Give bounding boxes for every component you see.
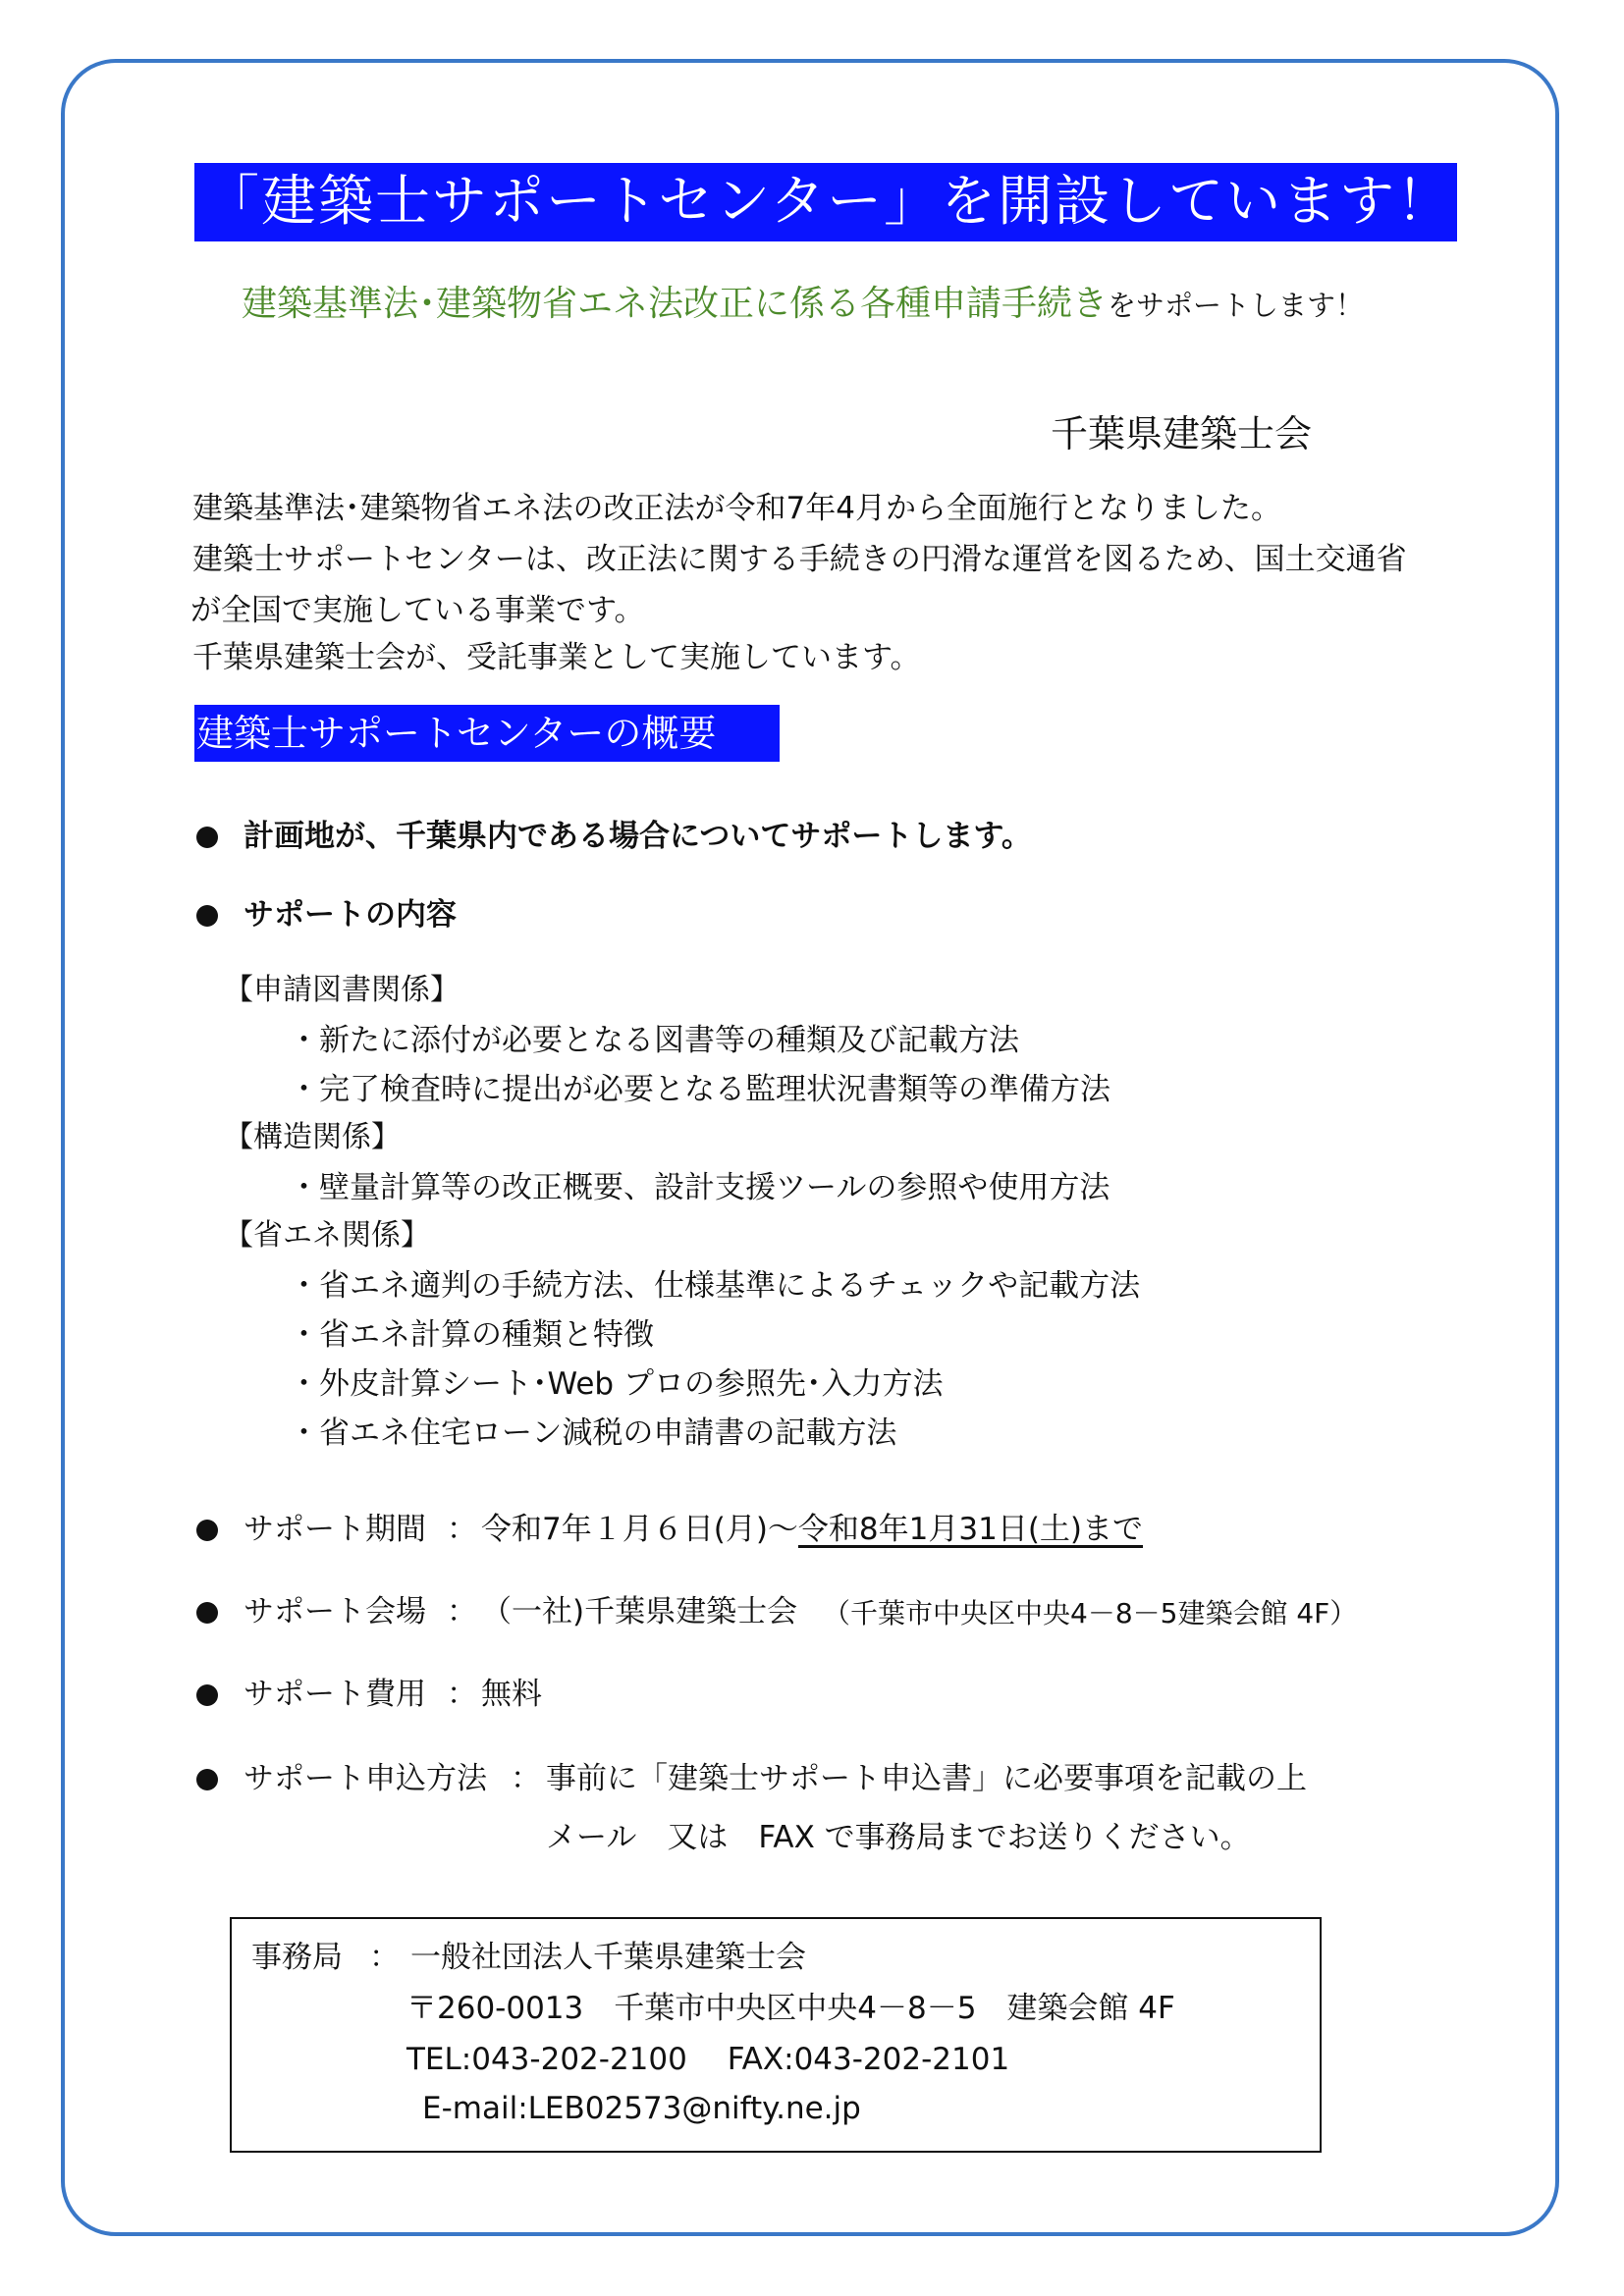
intro-line-2: 建築士サポートセンターは、改正法に関する手続きの円滑な運営を図るため、国土交通省: [192, 542, 1407, 577]
subtitle-rest: をサポートします！: [1108, 289, 1365, 322]
period-start: 令和7年１月６日(月)～: [481, 1512, 798, 1547]
intro-line-3: が全国で実施している事業です。: [190, 593, 645, 628]
contact-tel-fax: TEL:043-202-2100 FAX:043-202-2101: [406, 2042, 1010, 2077]
fee-separator: ：: [447, 1677, 477, 1712]
fee-value: 無料: [481, 1677, 542, 1712]
main-title: 「建築士サポートセンター」を開設しています！: [194, 163, 1457, 241]
period-separator: ：: [447, 1512, 477, 1547]
bullet-icon: [196, 1684, 218, 1706]
contact-address: 〒260-0013 千葉市中央区中央4－8－5 建築会館 4F: [406, 1991, 1175, 2026]
category-title: 【申請図書関係】: [224, 973, 460, 1007]
apply-line-1: 事前に「建築士サポート申込書」に必要事項を記載の上: [546, 1761, 1307, 1796]
category-title: 【構造関係】: [224, 1120, 401, 1154]
bullet-icon: [196, 1769, 218, 1790]
intro-line-1: 建築基準法･建築物省エネ法の改正法が令和7年4月から全面施行となりました。: [192, 491, 1281, 526]
venue-address: （千葉市中央区中央4－8－5建築会館 4F）: [823, 1597, 1358, 1629]
apply-separator: ：: [511, 1761, 541, 1796]
period-end: 令和8年1月31日(土)まで: [797, 1512, 1144, 1547]
contact-label: 事務局: [251, 1940, 343, 1975]
list-item: ・外皮計算シート･Web プロの参照先･入力方法: [289, 1366, 944, 1402]
apply-line-2: メール 又は FAX で事務局までお送りください。: [546, 1820, 1251, 1855]
category-title: 【省エネ関係】: [224, 1218, 430, 1253]
bullet-icon: [196, 1520, 218, 1541]
venue-separator: ：: [447, 1594, 477, 1629]
intro-line-4: 千葉県建築士会が、受託事業として実施しています。: [192, 640, 921, 675]
period-label: サポート期間: [244, 1512, 426, 1547]
bullet-icon: [196, 827, 218, 848]
contact-name: 一般社団法人千葉県建築士会: [410, 1940, 806, 1975]
section-title: 建築士サポートセンターの概要: [194, 705, 780, 762]
organization-name: 千葉県建築士会: [1051, 412, 1313, 455]
contact-email: E-mail:LEB02573@nifty.ne.jp: [422, 2091, 861, 2126]
list-item: ・壁量計算等の改正概要、設計支援ツールの参照や使用方法: [289, 1170, 1110, 1205]
subtitle-highlight: 建築基準法･建築物省エネ法改正に係る各種申請手続き: [242, 284, 1109, 324]
bullet-content: サポートの内容: [244, 897, 457, 933]
list-item: ・新たに添付が必要となる図書等の種類及び記載方法: [289, 1023, 1019, 1058]
list-item: ・省エネ計算の種類と特徴: [289, 1317, 654, 1353]
venue-value: （一社)千葉県建築士会: [481, 1594, 798, 1629]
bullet-scope: 計画地が、千葉県内である場合についてサポートします。: [244, 819, 1032, 854]
bullet-icon: [196, 905, 218, 927]
list-item: ・省エネ住宅ローン減税の申請書の記載方法: [289, 1415, 897, 1451]
list-item: ・完了検査時に提出が必要となる監理状況書類等の準備方法: [289, 1072, 1110, 1107]
bullet-icon: [196, 1602, 218, 1624]
venue-label: サポート会場: [244, 1594, 426, 1629]
apply-label: サポート申込方法: [244, 1761, 487, 1796]
subtitle: [242, 280, 1364, 330]
list-item: ・省エネ適判の手続方法、仕様基準によるチェックや記載方法: [289, 1268, 1141, 1304]
period-value: [481, 1506, 1143, 1553]
fee-label: サポート費用: [244, 1677, 426, 1712]
contact-separator: ：: [369, 1940, 400, 1975]
